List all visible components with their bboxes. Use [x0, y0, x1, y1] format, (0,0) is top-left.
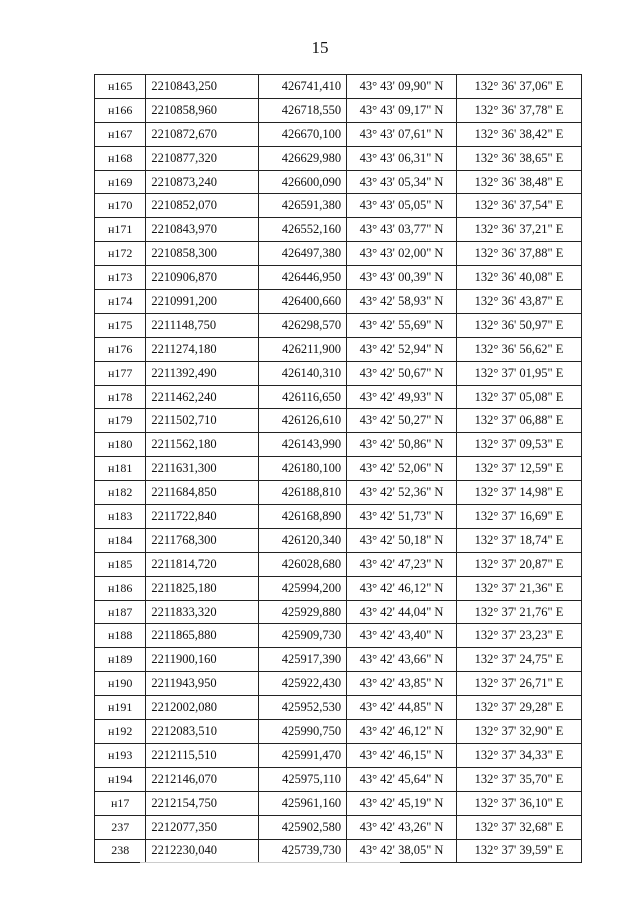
- longitude-cell: 132° 37' 36,10" E: [456, 791, 581, 815]
- latitude-cell: 43° 43' 02,00" N: [347, 242, 457, 266]
- latitude-cell: 43° 42' 51,73" N: [347, 505, 457, 529]
- x-coordinate-cell: 2212115,510: [146, 743, 259, 767]
- table-row: [95, 313, 582, 337]
- latitude-cell: 43° 43' 09,90" N: [347, 75, 457, 99]
- table-row: [95, 839, 582, 863]
- longitude-cell: 132° 37' 29,28" E: [456, 696, 581, 720]
- longitude-cell: 132° 37' 35,70" E: [456, 767, 581, 791]
- latitude-cell: 43° 42' 43,85" N: [347, 672, 457, 696]
- y-coordinate-cell: 426670,100: [259, 122, 347, 146]
- longitude-cell: 132° 36' 50,97" E: [456, 313, 581, 337]
- latitude-cell: 43° 43' 07,61" N: [347, 122, 457, 146]
- table-row: [95, 361, 582, 385]
- table-row: [95, 791, 582, 815]
- longitude-cell: 132° 37' 20,87" E: [456, 552, 581, 576]
- table-row: [95, 98, 582, 122]
- longitude-cell: 132° 36' 37,21" E: [456, 218, 581, 242]
- latitude-cell: 43° 42' 50,86" N: [347, 433, 457, 457]
- longitude-cell: 132° 37' 09,53" E: [456, 433, 581, 457]
- x-coordinate-cell: 2212230,040: [146, 839, 259, 863]
- coordinates-table: [94, 74, 582, 863]
- latitude-cell: 43° 42' 46,12" N: [347, 720, 457, 744]
- x-coordinate-cell: 2210843,970: [146, 218, 259, 242]
- y-coordinate-cell: 426552,160: [259, 218, 347, 242]
- point-id-cell: н176: [95, 337, 146, 361]
- y-coordinate-cell: 425952,530: [259, 696, 347, 720]
- latitude-cell: 43° 42' 52,36" N: [347, 481, 457, 505]
- page-number: 15: [311, 38, 329, 57]
- point-id-cell: н182: [95, 481, 146, 505]
- point-id-cell: н185: [95, 552, 146, 576]
- table-row: [95, 648, 582, 672]
- x-coordinate-cell: 2211900,160: [146, 648, 259, 672]
- point-id-cell: н194: [95, 767, 146, 791]
- latitude-cell: 43° 42' 50,67" N: [347, 361, 457, 385]
- longitude-cell: 132° 37' 21,36" E: [456, 576, 581, 600]
- y-coordinate-cell: 426028,680: [259, 552, 347, 576]
- table-row: [95, 409, 582, 433]
- x-coordinate-cell: 2212077,350: [146, 815, 259, 839]
- point-id-cell: н175: [95, 313, 146, 337]
- table-row: [95, 75, 582, 99]
- point-id-cell: н184: [95, 528, 146, 552]
- table-row: [95, 672, 582, 696]
- longitude-cell: 132° 37' 16,69" E: [456, 505, 581, 529]
- y-coordinate-cell: 426591,380: [259, 194, 347, 218]
- y-coordinate-cell: 426188,810: [259, 481, 347, 505]
- point-id-cell: н191: [95, 696, 146, 720]
- x-coordinate-cell: 2211148,750: [146, 313, 259, 337]
- latitude-cell: 43° 42' 44,85" N: [347, 696, 457, 720]
- y-coordinate-cell: 425739,730: [259, 839, 347, 863]
- x-coordinate-cell: 2211833,320: [146, 600, 259, 624]
- table-row: [95, 290, 582, 314]
- longitude-cell: 132° 36' 37,54" E: [456, 194, 581, 218]
- point-id-cell: н189: [95, 648, 146, 672]
- y-coordinate-cell: 425975,110: [259, 767, 347, 791]
- y-coordinate-cell: 426126,610: [259, 409, 347, 433]
- point-id-cell: н177: [95, 361, 146, 385]
- latitude-cell: 43° 42' 44,04" N: [347, 600, 457, 624]
- table-row: [95, 481, 582, 505]
- table-row: [95, 385, 582, 409]
- y-coordinate-cell: 426143,990: [259, 433, 347, 457]
- x-coordinate-cell: 2211943,950: [146, 672, 259, 696]
- point-id-cell: н193: [95, 743, 146, 767]
- y-coordinate-cell: 426629,980: [259, 146, 347, 170]
- table-row: [95, 242, 582, 266]
- point-id-cell: 237: [95, 815, 146, 839]
- y-coordinate-cell: 426741,410: [259, 75, 347, 99]
- y-coordinate-cell: 426600,090: [259, 170, 347, 194]
- y-coordinate-cell: 426168,890: [259, 505, 347, 529]
- y-coordinate-cell: 425902,580: [259, 815, 347, 839]
- longitude-cell: 132° 37' 14,98" E: [456, 481, 581, 505]
- x-coordinate-cell: 2210877,320: [146, 146, 259, 170]
- table-row: [95, 600, 582, 624]
- x-coordinate-cell: 2212002,080: [146, 696, 259, 720]
- latitude-cell: 43° 42' 45,64" N: [347, 767, 457, 791]
- point-id-cell: 238: [95, 839, 146, 863]
- x-coordinate-cell: 2210858,300: [146, 242, 259, 266]
- x-coordinate-cell: 2211865,880: [146, 624, 259, 648]
- table-row: [95, 146, 582, 170]
- latitude-cell: 43° 42' 38,05" N: [347, 839, 457, 863]
- table-row: [95, 433, 582, 457]
- y-coordinate-cell: 425991,470: [259, 743, 347, 767]
- longitude-cell: 132° 37' 23,23" E: [456, 624, 581, 648]
- point-id-cell: н166: [95, 98, 146, 122]
- table-row: [95, 624, 582, 648]
- coordinates-table-body: [95, 75, 582, 863]
- x-coordinate-cell: 2211274,180: [146, 337, 259, 361]
- longitude-cell: 132° 37' 32,68" E: [456, 815, 581, 839]
- point-id-cell: н168: [95, 146, 146, 170]
- latitude-cell: 43° 43' 09,17" N: [347, 98, 457, 122]
- latitude-cell: 43° 42' 46,15" N: [347, 743, 457, 767]
- x-coordinate-cell: 2210906,870: [146, 266, 259, 290]
- longitude-cell: 132° 37' 32,90" E: [456, 720, 581, 744]
- table-row: [95, 266, 582, 290]
- point-id-cell: н17: [95, 791, 146, 815]
- point-id-cell: н170: [95, 194, 146, 218]
- point-id-cell: н187: [95, 600, 146, 624]
- x-coordinate-cell: 2211684,850: [146, 481, 259, 505]
- longitude-cell: 132° 36' 38,48" E: [456, 170, 581, 194]
- latitude-cell: 43° 43' 06,31" N: [347, 146, 457, 170]
- latitude-cell: 43° 43' 05,34" N: [347, 170, 457, 194]
- y-coordinate-cell: 425994,200: [259, 576, 347, 600]
- latitude-cell: 43° 42' 45,19" N: [347, 791, 457, 815]
- point-id-cell: н192: [95, 720, 146, 744]
- y-coordinate-cell: 426718,550: [259, 98, 347, 122]
- y-coordinate-cell: 426446,950: [259, 266, 347, 290]
- x-coordinate-cell: 2211462,240: [146, 385, 259, 409]
- point-id-cell: н181: [95, 457, 146, 481]
- point-id-cell: н173: [95, 266, 146, 290]
- longitude-cell: 132° 36' 37,06" E: [456, 75, 581, 99]
- x-coordinate-cell: 2210873,240: [146, 170, 259, 194]
- longitude-cell: 132° 37' 26,71" E: [456, 672, 581, 696]
- latitude-cell: 43° 42' 52,94" N: [347, 337, 457, 361]
- point-id-cell: н172: [95, 242, 146, 266]
- point-id-cell: н180: [95, 433, 146, 457]
- x-coordinate-cell: 2212146,070: [146, 767, 259, 791]
- y-coordinate-cell: 426298,570: [259, 313, 347, 337]
- longitude-cell: 132° 36' 38,65" E: [456, 146, 581, 170]
- point-id-cell: н169: [95, 170, 146, 194]
- x-coordinate-cell: 2212154,750: [146, 791, 259, 815]
- latitude-cell: 43° 42' 43,40" N: [347, 624, 457, 648]
- y-coordinate-cell: 426497,380: [259, 242, 347, 266]
- x-coordinate-cell: 2211722,840: [146, 505, 259, 529]
- y-coordinate-cell: 425909,730: [259, 624, 347, 648]
- table-row: [95, 815, 582, 839]
- x-coordinate-cell: 2211562,180: [146, 433, 259, 457]
- longitude-cell: 132° 36' 37,78" E: [456, 98, 581, 122]
- latitude-cell: 43° 42' 43,26" N: [347, 815, 457, 839]
- longitude-cell: 132° 37' 24,75" E: [456, 648, 581, 672]
- y-coordinate-cell: 426116,650: [259, 385, 347, 409]
- y-coordinate-cell: 425922,430: [259, 672, 347, 696]
- y-coordinate-cell: 425990,750: [259, 720, 347, 744]
- table-row: [95, 218, 582, 242]
- y-coordinate-cell: 425961,160: [259, 791, 347, 815]
- point-id-cell: н174: [95, 290, 146, 314]
- table-row: [95, 743, 582, 767]
- y-coordinate-cell: 425929,880: [259, 600, 347, 624]
- table-row: [95, 170, 582, 194]
- point-id-cell: н165: [95, 75, 146, 99]
- y-coordinate-cell: 426120,340: [259, 528, 347, 552]
- table-row: [95, 528, 582, 552]
- longitude-cell: 132° 37' 01,95" E: [456, 361, 581, 385]
- x-coordinate-cell: 2212083,510: [146, 720, 259, 744]
- longitude-cell: 132° 37' 21,76" E: [456, 600, 581, 624]
- x-coordinate-cell: 2211392,490: [146, 361, 259, 385]
- table-row: [95, 194, 582, 218]
- y-coordinate-cell: 426180,100: [259, 457, 347, 481]
- table-row: [95, 696, 582, 720]
- x-coordinate-cell: 2210852,070: [146, 194, 259, 218]
- point-id-cell: н183: [95, 505, 146, 529]
- y-coordinate-cell: 426140,310: [259, 361, 347, 385]
- y-coordinate-cell: 426400,660: [259, 290, 347, 314]
- latitude-cell: 43° 42' 58,93" N: [347, 290, 457, 314]
- longitude-cell: 132° 37' 39,59" E: [456, 839, 581, 863]
- table-row: [95, 720, 582, 744]
- point-id-cell: н186: [95, 576, 146, 600]
- latitude-cell: 43° 42' 50,27" N: [347, 409, 457, 433]
- x-coordinate-cell: 2211814,720: [146, 552, 259, 576]
- x-coordinate-cell: 2210872,670: [146, 122, 259, 146]
- latitude-cell: 43° 43' 05,05" N: [347, 194, 457, 218]
- table-row: [95, 576, 582, 600]
- longitude-cell: 132° 37' 18,74" E: [456, 528, 581, 552]
- x-coordinate-cell: 2210991,200: [146, 290, 259, 314]
- x-coordinate-cell: 2211502,710: [146, 409, 259, 433]
- latitude-cell: 43° 43' 00,39" N: [347, 266, 457, 290]
- bottom-divider: [140, 862, 400, 863]
- latitude-cell: 43° 42' 55,69" N: [347, 313, 457, 337]
- point-id-cell: н179: [95, 409, 146, 433]
- x-coordinate-cell: 2210858,960: [146, 98, 259, 122]
- longitude-cell: 132° 36' 38,42" E: [456, 122, 581, 146]
- latitude-cell: 43° 42' 49,93" N: [347, 385, 457, 409]
- x-coordinate-cell: 2211631,300: [146, 457, 259, 481]
- x-coordinate-cell: 2211825,180: [146, 576, 259, 600]
- point-id-cell: н167: [95, 122, 146, 146]
- table-row: [95, 122, 582, 146]
- x-coordinate-cell: 2210843,250: [146, 75, 259, 99]
- y-coordinate-cell: 425917,390: [259, 648, 347, 672]
- x-coordinate-cell: 2211768,300: [146, 528, 259, 552]
- latitude-cell: 43° 42' 46,12" N: [347, 576, 457, 600]
- latitude-cell: 43° 42' 52,06" N: [347, 457, 457, 481]
- longitude-cell: 132° 36' 56,62" E: [456, 337, 581, 361]
- longitude-cell: 132° 37' 34,33" E: [456, 743, 581, 767]
- y-coordinate-cell: 426211,900: [259, 337, 347, 361]
- table-row: [95, 505, 582, 529]
- table-row: [95, 457, 582, 481]
- longitude-cell: 132° 37' 06,88" E: [456, 409, 581, 433]
- longitude-cell: 132° 36' 37,88" E: [456, 242, 581, 266]
- point-id-cell: н190: [95, 672, 146, 696]
- longitude-cell: 132° 36' 43,87" E: [456, 290, 581, 314]
- point-id-cell: н178: [95, 385, 146, 409]
- latitude-cell: 43° 42' 47,23" N: [347, 552, 457, 576]
- latitude-cell: 43° 43' 03,77" N: [347, 218, 457, 242]
- longitude-cell: 132° 37' 05,08" E: [456, 385, 581, 409]
- point-id-cell: н171: [95, 218, 146, 242]
- table-row: [95, 767, 582, 791]
- table-row: [95, 552, 582, 576]
- point-id-cell: н188: [95, 624, 146, 648]
- latitude-cell: 43° 42' 43,66" N: [347, 648, 457, 672]
- latitude-cell: 43° 42' 50,18" N: [347, 528, 457, 552]
- table-row: [95, 337, 582, 361]
- longitude-cell: 132° 36' 40,08" E: [456, 266, 581, 290]
- longitude-cell: 132° 37' 12,59" E: [456, 457, 581, 481]
